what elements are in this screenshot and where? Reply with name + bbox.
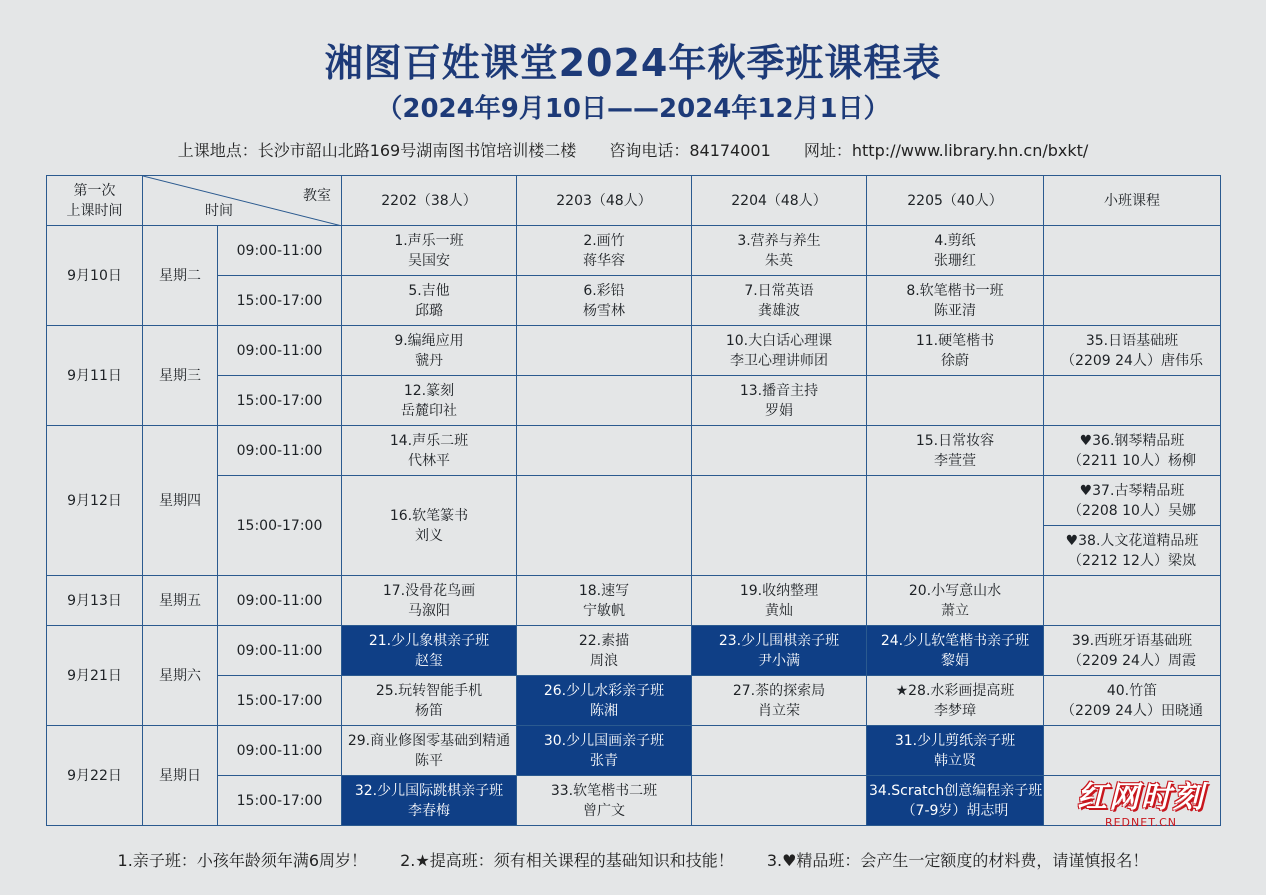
date-cell: 9月11日 [47,326,143,426]
date-cell: 9月10日 [47,226,143,326]
course-name: 8.软笔楷书一班 [906,282,1004,299]
course-cell [867,426,1044,476]
date-cell: 9月21日 [47,626,143,726]
course-teacher: 尹小满 [758,652,800,669]
phone-text: 咨询电话：84174001 [609,141,771,160]
website-text: 网址：http://www.library.hn.cn/bxkt/ [803,141,1089,160]
course-teacher: 吴国安 [408,252,450,269]
empty-cell [867,476,1044,576]
course-cell-parent-child [692,626,867,676]
course-teacher: 马溆阳 [408,602,450,619]
course-name: ♥37.古琴精品班 [1079,482,1185,499]
logo-text: 红网时刻 [1077,780,1205,815]
course-cell [867,326,1044,376]
course-name: 5.吉他 [408,282,450,299]
table-row [47,576,1221,626]
table-row [47,726,1221,776]
course-name: 24.少儿软笔楷书亲子班 [880,632,1030,649]
course-teacher: 萧立 [941,602,969,619]
course-teacher: 杨雪林 [583,302,625,319]
course-teacher: （7-9岁）胡志明 [901,802,1009,819]
date-cell: 9月12日 [47,426,143,576]
course-cell [342,676,517,726]
course-name: 4.剪纸 [934,232,976,249]
course-teacher: 黎娟 [941,652,969,669]
course-name: ♥36.钢琴精品班 [1079,432,1185,449]
empty-cell [517,376,692,426]
table-row [47,476,1221,526]
time-cell: 09:00-11:00 [218,426,342,476]
schedule-table [46,175,1221,826]
note-advanced: 2.★提高班：须有相关课程的基础知识和技能！ [400,851,734,870]
time-cell: 15:00-17:00 [218,476,342,576]
table-row [47,676,1221,726]
course-cell [692,326,867,376]
empty-cell [517,326,692,376]
table-row [47,426,1221,476]
course-teacher: 邱璐 [415,302,443,319]
course-cell [342,326,517,376]
course-name: 2.画竹 [583,232,625,249]
weekday-cell: 星期二 [143,226,218,326]
course-teacher: 龚雄波 [758,302,800,319]
empty-cell [692,776,867,826]
footer-notes [0,848,1266,871]
time-cell: 15:00-17:00 [218,776,342,826]
first-class-label-2: 上课时间 [66,202,123,219]
table-row [47,776,1221,826]
table-row [47,626,1221,676]
course-name: 33.软笔楷书二班 [550,782,658,799]
first-class-header [47,176,143,226]
weekday-cell: 星期四 [143,426,218,576]
course-name: 40.竹笛 [1106,682,1158,699]
course-name: ♥38.人文花道精品班 [1065,532,1199,549]
course-name: 31.少儿剪纸亲子班 [894,732,1016,749]
course-name: 27.茶的探索局 [732,682,826,699]
weekday-cell: 星期三 [143,326,218,426]
course-teacher: 李卫心理讲师团 [730,352,828,369]
course-cell [867,226,1044,276]
course-name: 25.玩转智能手机 [375,682,483,699]
empty-cell [867,376,1044,426]
weekday-cell: 星期六 [143,626,218,726]
course-name: 32.少儿国际跳棋亲子班 [354,782,504,799]
course-teacher: 李萱萱 [934,452,976,469]
course-name: 23.少儿围棋亲子班 [718,632,840,649]
course-cell [692,276,867,326]
first-class-label-1: 第一次 [73,182,116,199]
course-name: 15.日常妆容 [915,432,995,449]
course-name: 21.少儿象棋亲子班 [368,632,490,649]
course-teacher: 张青 [590,752,618,769]
course-teacher: （2209 24人）周霞 [1068,652,1196,669]
room-header-2204: 2204（48人） [692,176,867,226]
course-teacher: 蒋华容 [583,252,625,269]
course-teacher: 赵玺 [415,652,443,669]
course-cell [342,576,517,626]
course-cell [517,776,692,826]
course-cell [517,276,692,326]
course-teacher: 曾广文 [583,802,625,819]
course-cell [1044,626,1221,676]
course-teacher: 张珊红 [934,252,976,269]
course-cell [867,676,1044,726]
course-teacher: 陈平 [415,752,443,769]
course-teacher: （2209 24人）田晓通 [1061,702,1203,719]
empty-cell [692,476,867,576]
course-teacher: （2211 10人）杨柳 [1068,452,1196,469]
table-row [47,276,1221,326]
rednet-logo [1066,780,1216,834]
course-teacher: 李梦璋 [934,702,976,719]
room-header-2202: 2202（38人） [342,176,517,226]
course-name: 1.声乐一班 [394,232,464,249]
course-cell-parent-child [867,726,1044,776]
course-name: 17.没骨花鸟画 [382,582,476,599]
room-header-small-class: 小班课程 [1044,176,1221,226]
empty-cell [1044,576,1221,626]
course-teacher: 杨笛 [415,702,443,719]
time-label: 时间 [205,203,233,219]
course-cell [867,576,1044,626]
course-name: 13.播音主持 [739,382,819,399]
page-title: 湘图百姓课堂2024年秋季班课程表 [324,41,942,85]
course-cell [1044,526,1221,576]
empty-cell [1044,276,1221,326]
course-name: 30.少儿国画亲子班 [543,732,665,749]
course-teacher: 肖立荣 [758,702,800,719]
course-name: ★28.水彩画提高班 [895,682,1015,699]
course-name: 18.速写 [578,582,630,599]
course-name: 10.大白话心理课 [725,332,833,349]
course-cell [1044,676,1221,726]
course-teacher: 刘义 [415,527,443,544]
time-cell: 15:00-17:00 [218,676,342,726]
course-name: 14.声乐二班 [389,432,469,449]
course-teacher: （2208 10人）吴娜 [1068,502,1196,519]
empty-cell [692,726,867,776]
table-row [47,376,1221,426]
course-cell [692,376,867,426]
course-cell [342,476,517,576]
course-cell [342,226,517,276]
empty-cell [517,476,692,576]
course-cell [692,576,867,626]
course-cell [867,276,1044,326]
course-name: 26.少儿水彩亲子班 [543,682,665,699]
course-cell [692,226,867,276]
course-name: 12.篆刻 [403,382,455,399]
course-name: 35.日语基础班 [1085,332,1179,349]
table-row [47,326,1221,376]
course-teacher: 陈亚清 [934,302,976,319]
course-cell [517,576,692,626]
course-teacher: （2209 24人）唐伟乐 [1061,352,1203,369]
empty-cell [1044,376,1221,426]
weekday-cell: 星期日 [143,726,218,826]
course-teacher: 徐蔚 [941,352,969,369]
course-teacher: 虢丹 [415,352,443,369]
date-range: （2024年9月10日——2024年12月1日） [376,94,890,124]
course-teacher: 韩立贤 [934,752,976,769]
course-cell-parent-child [867,626,1044,676]
empty-cell [517,426,692,476]
course-cell [1044,426,1221,476]
course-cell [342,426,517,476]
time-cell: 09:00-11:00 [218,326,342,376]
course-name: 19.收纳整理 [739,582,819,599]
note-parent-child: 1.亲子班：小孩年龄须年满6周岁！ [117,851,367,870]
room-time-header [143,176,342,226]
course-teacher: 罗娟 [765,402,793,419]
time-cell: 09:00-11:00 [218,726,342,776]
course-name: 9.编绳应用 [394,332,464,349]
empty-cell [1044,226,1221,276]
time-cell: 09:00-11:00 [218,226,342,276]
room-label: 教室 [303,188,331,204]
course-teacher: 陈湘 [590,702,618,719]
header-row [47,176,1221,226]
course-teacher: 岳麓印社 [401,402,457,419]
course-teacher: （2212 12人）梁岚 [1068,552,1196,569]
course-teacher: 李春梅 [408,802,450,819]
course-name: 6.彩铅 [583,282,625,299]
logo-subtext: REDNET.CN [1104,816,1178,829]
course-name: 29.商业修图零基础到精通 [347,732,511,749]
course-name: 34.Scratch创意编程亲子班 [869,782,1043,799]
course-cell [517,626,692,676]
course-cell [692,676,867,726]
date-cell: 9月22日 [47,726,143,826]
time-cell: 09:00-11:00 [218,626,342,676]
course-cell-parent-child [517,676,692,726]
course-cell [342,276,517,326]
date-cell: 9月13日 [47,576,143,626]
course-cell [342,726,517,776]
course-cell [517,226,692,276]
course-name: 20.小写意山水 [908,582,1002,599]
course-cell [342,376,517,426]
time-cell: 15:00-17:00 [218,376,342,426]
course-teacher: 代林平 [408,452,450,469]
course-teacher: 周浪 [590,652,618,669]
course-cell-parent-child [867,776,1044,826]
room-header-2203: 2203（48人） [517,176,692,226]
course-teacher: 宁敏帆 [583,602,625,619]
course-cell [1044,476,1221,526]
course-cell-parent-child [342,776,517,826]
course-name: 11.硬笔楷书 [915,332,995,349]
info-line [0,140,1266,162]
course-name: 16.软笔篆书 [389,507,469,524]
course-teacher: 朱英 [765,252,793,269]
empty-cell [1044,726,1221,776]
note-premium: 3.♥精品班：会产生一定额度的材料费，请谨慎报名！ [766,851,1149,870]
weekday-cell: 星期五 [143,576,218,626]
address-text: 上课地点：长沙市韶山北路169号湖南图书馆培训楼二楼 [177,141,577,160]
room-header-2205: 2205（40人） [867,176,1044,226]
course-cell-parent-child [517,726,692,776]
course-name: 3.营养与养生 [737,232,821,249]
table-row [47,226,1221,276]
course-cell [1044,326,1221,376]
course-name: 7.日常英语 [744,282,814,299]
course-name: 22.素描 [578,632,630,649]
empty-cell [692,426,867,476]
course-teacher: 黄灿 [765,602,793,619]
course-cell-parent-child [342,626,517,676]
time-cell: 09:00-11:00 [218,576,342,626]
course-name: 39.西班牙语基础班 [1071,632,1193,649]
time-cell: 15:00-17:00 [218,276,342,326]
